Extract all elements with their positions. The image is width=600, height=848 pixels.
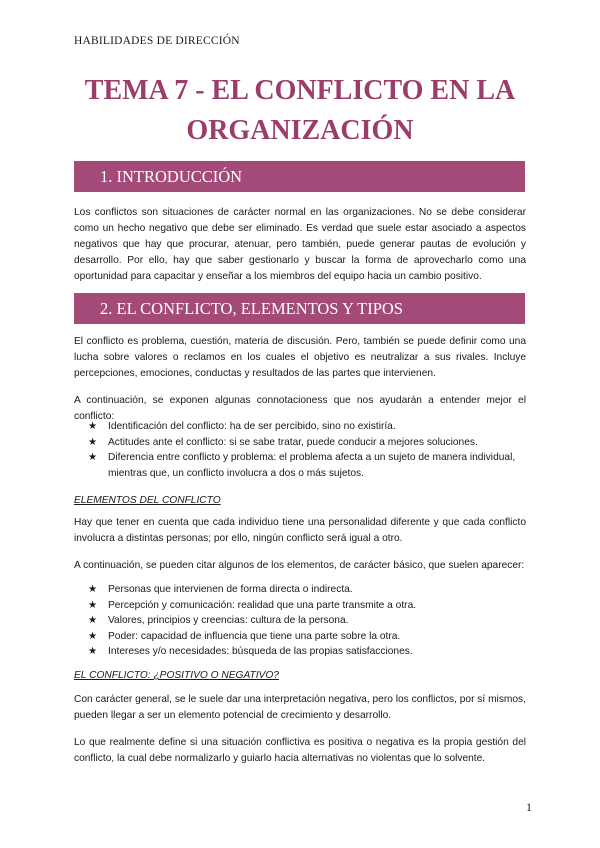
star-bullet-icon: ★: [88, 436, 98, 448]
elements-intro: A continuación, se pueden citar algunos de los elementos, de carácter básico, que suelen aparecer:: [74, 560, 525, 571]
list-item: ★ Identificación del conflicto: ha de ser percibido, sino no existiría.: [74, 419, 526, 435]
document-header: HABILIDADES DE DIRECCIÓN: [74, 35, 240, 47]
connotations-list: [74, 419, 526, 481]
elements-paragraph: Hay que tener en cuenta que cada individuo tiene una personalidad diferente y que cada conflicto involucra a distintas personas; por ello, ningún conflicto será igual a otro.: [74, 517, 526, 544]
list-item: ★ Intereses y/o necesidades: búsqueda de las propias satisfacciones.: [74, 644, 526, 660]
positive-paragraph-2: Lo que realmente define si una situación conflictiva es positiva o negativa es la propia gestión del conflicto, la cual debe normalizarlo y guiarlo hacia alternativas no violentas que lo solvente.: [74, 737, 526, 764]
elements-list: [74, 582, 526, 660]
positive-negative-subheading: EL CONFLICTO: ¿POSITIVO O NEGATIVO?: [74, 670, 279, 681]
list-item: ★ Percepción y comunicación: realidad que una parte transmite a otra.: [74, 598, 526, 614]
star-bullet-icon: ★: [88, 599, 98, 611]
intro-paragraph: Los conflictos son situaciones de carácter normal en las organizaciones. No se debe considerar como un hecho negativo que debe ser eliminado. Es verdad que suele estar asociado a aspectos negativos que hay que procurar, atenuar, pero también, puede generar pautas de evolución y desarrollo. Por ello, hay que saber gestionarlo y buscar la forma de aprovecharlo como una oportunidad para capacitar y enseñar a los miembros del equipo hacia un cambio positivo.: [74, 207, 526, 282]
list-item: ★ Valores, principios y creencias: cultura de la persona.: [74, 613, 526, 629]
positive-paragraph-1: Con carácter general, se le suele dar una interpretación negativa, pero los conflictos, por sí mismos, pueden llegar a ser un elemento potencial de crecimiento y desarrollo.: [74, 694, 526, 721]
list-item: ★ Diferencia entre conflicto y problema: el problema afecta a un sujeto de manera individual, mientras que, un conflicto involucra a dos o más sujetos.: [88, 452, 516, 479]
connotations-intro: A continuación, se exponen algunas connotacioness que nos ayudarán a entender mejor el conflicto:: [74, 395, 526, 422]
star-bullet-icon: ★: [88, 452, 98, 463]
list-item: ★ Poder: capacidad de influencia que tiene una parte sobre la otra.: [74, 629, 526, 645]
section-heading-introduccion: 1. INTRODUCCIÓN: [74, 161, 525, 192]
star-bullet-icon: ★: [88, 421, 98, 432]
star-bullet-icon: ★: [88, 630, 98, 642]
section-heading-conflicto: 2. EL CONFLICTO, ELEMENTOS Y TIPOS: [74, 293, 525, 324]
star-bullet-icon: ★: [88, 584, 98, 595]
page-title-line-1: TEMA 7 - EL CONFLICTO EN LA: [84, 75, 516, 106]
list-item: ★ Personas que intervienen de forma directa o indirecta.: [74, 582, 526, 598]
page-title-line-2: ORGANIZACIÓN: [186, 115, 414, 146]
star-bullet-icon: ★: [88, 646, 98, 657]
page-number: 1: [526, 800, 532, 814]
elements-subheading: ELEMENTOS DEL CONFLICTO: [74, 495, 221, 506]
star-bullet-icon: ★: [88, 615, 98, 626]
list-item: ★ Actitudes ante el conflicto: si se sabe tratar, puede conducir a mejores soluciones.: [74, 435, 526, 451]
conflict-definition-paragraph: El conflicto es problema, cuestión, materia de discusión. Pero, también se puede definir como una lucha sobre valores o reclamos en los cuales el objetivo es neutralizar a sus rivales. Incluye percepciones, emociones, conductas y resultados de las partes que intervienen.: [74, 336, 526, 379]
